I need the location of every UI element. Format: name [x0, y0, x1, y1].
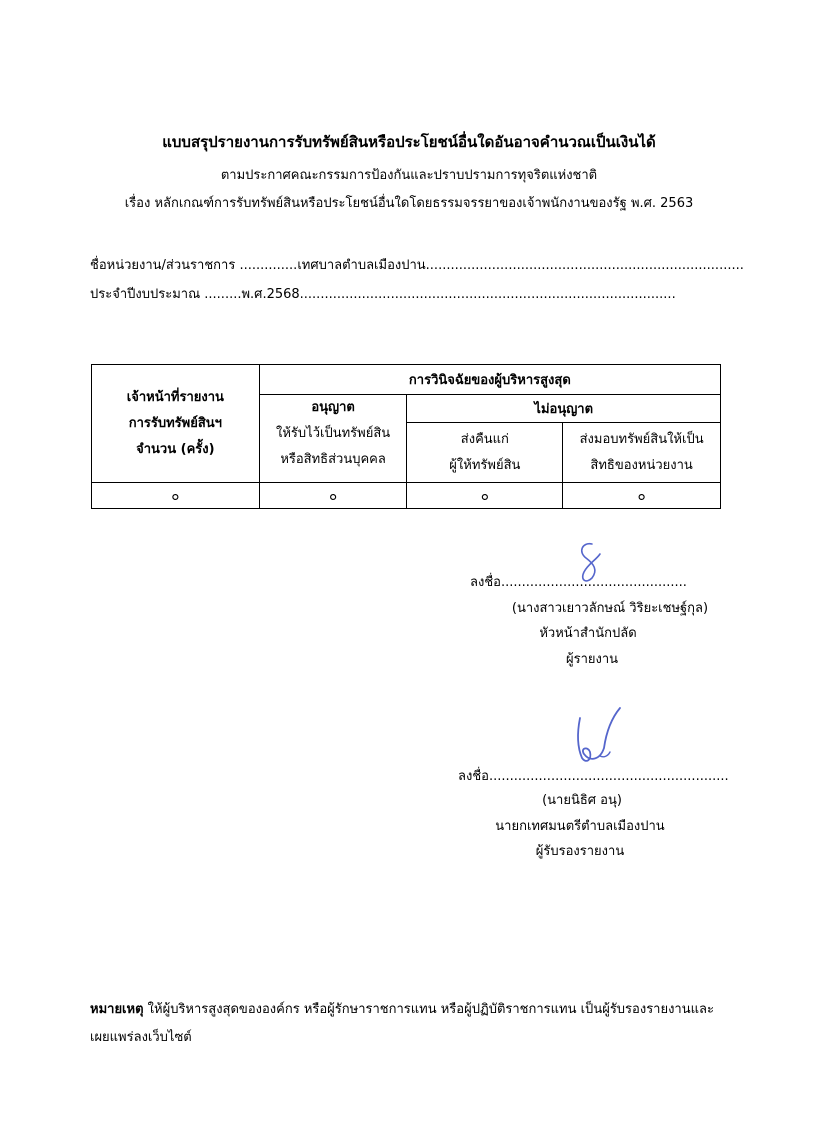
footnote-text: ให้ผู้บริหารสูงสุดขององค์กร หรือผู้รักษาราชการแทน หรือผู้ปฏิบัติราชการแทน เป็นผู้รับรองรายงานและเผยแพร่ลงเว็บไซต์ — [90, 1002, 714, 1045]
allow-count-value: ๐ — [259, 483, 407, 509]
agency-value: เทศบาลตำบลเมืองปาน — [297, 258, 426, 273]
agency-label: ชื่อหน่วยงาน/ส่วนราชการ — [90, 258, 236, 273]
reporter-sign-label: ลงชื่อ — [470, 575, 501, 590]
reporter-sign-dots: ............................................. — [500, 575, 687, 590]
allow-desc-line-1: ให้รับไว้เป็นทรัพย์สิน — [276, 426, 391, 441]
return-header-line-2: ผู้ให้ทรัพย์สิน — [449, 457, 521, 473]
certifier-position: นายกเทศมนตรีตำบลเมืองปาน — [495, 819, 665, 834]
agency-field — [90, 254, 744, 275]
reporter-name: (นางสาวเยาวลักษณ์ วิริยะเชษฐ์กุล) — [511, 601, 709, 616]
allow-header — [259, 395, 407, 483]
table-header-row-1 — [92, 365, 721, 395]
certifier-sign-line — [458, 765, 729, 786]
reporter-role: ผู้รายงาน — [565, 652, 619, 667]
document-title: แบบสรุปรายงานการรับทรัพย์สินหรือประโยชน์อื่นใดอันอาจคำนวณเป็นเงินได้ — [162, 133, 656, 151]
transfer-to-agency-header — [563, 423, 721, 483]
deny-header: ไม่อนุญาต — [407, 395, 721, 423]
fiscal-year-leader-dots: ......... — [204, 287, 242, 302]
return-header-line-1: ส่งคืนแก่ — [460, 431, 509, 447]
reporter-count-header — [92, 365, 260, 483]
fiscal-year-label: ประจำปีงบประมาณ — [90, 287, 201, 302]
certifier-sign-label: ลงชื่อ — [458, 769, 489, 784]
reporter-count-value: ๐ — [92, 483, 260, 509]
table-row — [92, 483, 721, 509]
allow-desc-line-2: หรือสิทธิส่วนบุคคล — [280, 452, 386, 467]
allow-header-label: อนุญาต — [311, 400, 355, 415]
fiscal-year-field — [90, 283, 676, 304]
footnote — [90, 996, 730, 1052]
reporter-sign-line — [470, 571, 687, 592]
document-subtitle-subject: เรื่อง หลักเกณฑ์การรับทรัพย์สินหรือประโยชน์อื่นใดโดยธรรมจรรยาของเจ้าพนักงานของรัฐ พ.ศ. 2563 — [124, 196, 694, 211]
certifier-role: ผู้รับรองรายงาน — [535, 844, 625, 859]
reporter-header-line-3: จำนวน (ครั้ง) — [136, 441, 215, 457]
decision-header: การวินิจฉัยของผู้บริหารสูงสุด — [259, 365, 720, 395]
reporter-position: หัวหน้าสำนักปลัด — [539, 626, 637, 641]
fiscal-year-trailing-dots: ........................................................................................... — [299, 287, 676, 302]
certifier-name: (นายนิธิศ อนุ) — [542, 793, 622, 808]
summary-table — [91, 364, 721, 509]
transfer-count-value: ๐ — [563, 483, 721, 509]
certifier-sign-dots: .......................................................... — [488, 769, 729, 784]
transfer-header-line-2: สิทธิของหน่วยงาน — [590, 457, 693, 473]
fiscal-year-value: พ.ศ.2568 — [241, 287, 300, 302]
agency-leader-dots: .............. — [239, 258, 298, 273]
return-to-giver-header — [407, 423, 563, 483]
return-count-value: ๐ — [407, 483, 563, 509]
document-subtitle-announcement: ตามประกาศคณะกรรมการป้องกันและปราบปรามการทุจริตแห่งชาติ — [220, 168, 598, 183]
footnote-label: หมายเหตุ — [90, 1002, 144, 1017]
agency-trailing-dots: ............................................................................. — [425, 258, 744, 273]
certifier-signature-mark — [570, 704, 626, 770]
reporter-header-line-2: การรับทรัพย์สินฯ — [128, 415, 222, 431]
reporter-header-line-1: เจ้าหน้าที่รายงาน — [126, 389, 224, 405]
transfer-header-line-1: ส่งมอบทรัพย์สินให้เป็น — [579, 431, 704, 447]
